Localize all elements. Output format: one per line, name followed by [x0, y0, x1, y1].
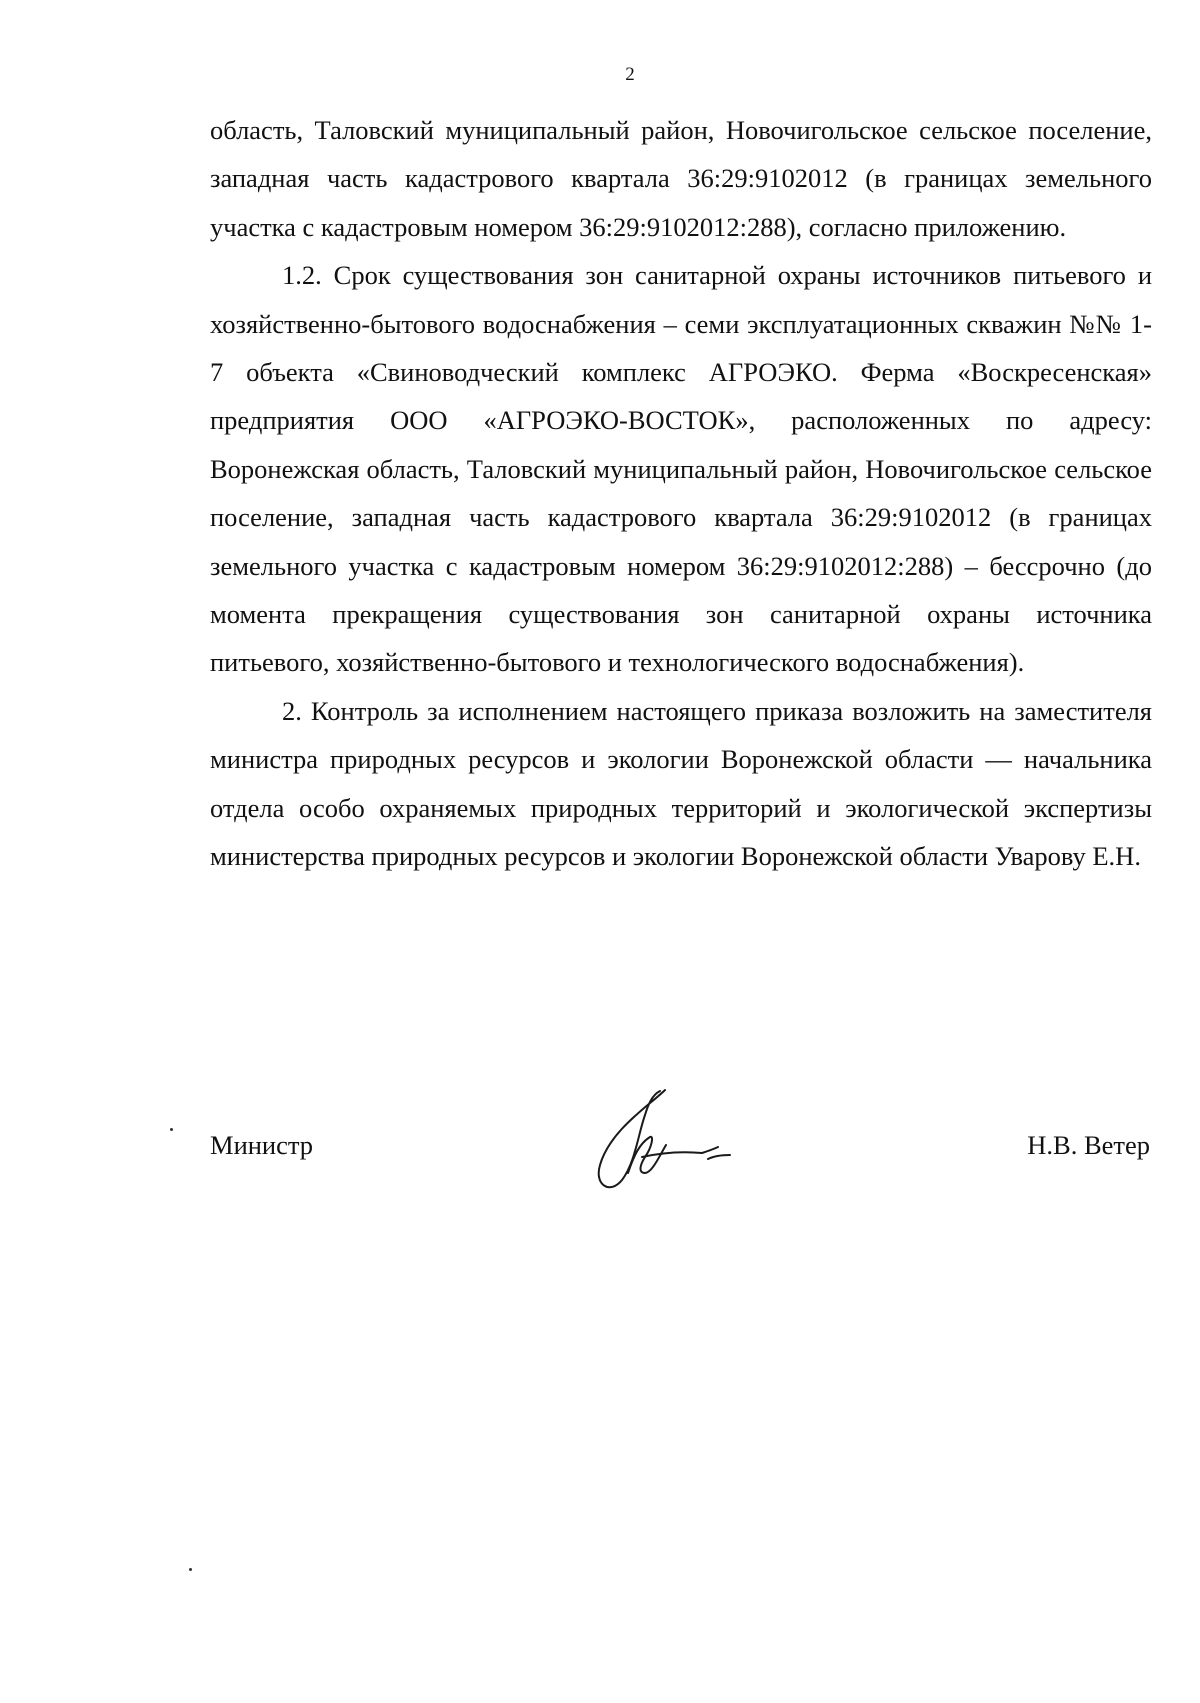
signatory-name: Н.В. Ветер	[1027, 1130, 1150, 1160]
paragraph-continuation: область, Таловский муниципальный район, Новочигольское сельское поселение, западная часть кадастрового квартала 36:29:9102012 (в границах земельного участка с кадастровым номером 36:29:9102012:288), согласно приложению.	[210, 115, 1152, 242]
paragraph-control: 2. Контроль за исполнением настоящего приказа возложить на заместителя министра природных ресурсов и экологии Воронежской области — начальника отдела особо охраняемых природных территорий и экологической экспертизы министерства природных ресурсов и экологии Воронежской области Уварову Е.Н.	[210, 695, 1152, 872]
page-number: 2	[625, 64, 635, 85]
scan-speck	[170, 1128, 173, 1131]
handwritten-signature-icon	[590, 1085, 760, 1200]
document-body	[210, 106, 1152, 881]
paragraph-validity-period: 1.2. Срок существования зон санитарной охраны источников питьевого и хозяйственно-бытового водоснабжения – семи эксплуатационных скважин №№ 1-7 объекта «Свиноводческий комплекс АГРОЭКО. Ферма «Воскресенская» предприятия ООО «АГРОЭКО-ВОСТОК», расположенных по адресу: Воронежская область, Таловский муниципальный район, Новочигольское сельское поселение, западная часть кадастрового квартала 36:29:9102012 (в границах земельного участка с кадастровым номером 36:29:9102012:288) – бессрочно (до момента прекращения существования зон санитарной охраны источника питьевого, хозяйственно-бытового и технологического водоснабжения).	[210, 260, 1152, 678]
signatory-title: Министр	[210, 1130, 314, 1160]
scan-speck	[189, 1568, 192, 1571]
